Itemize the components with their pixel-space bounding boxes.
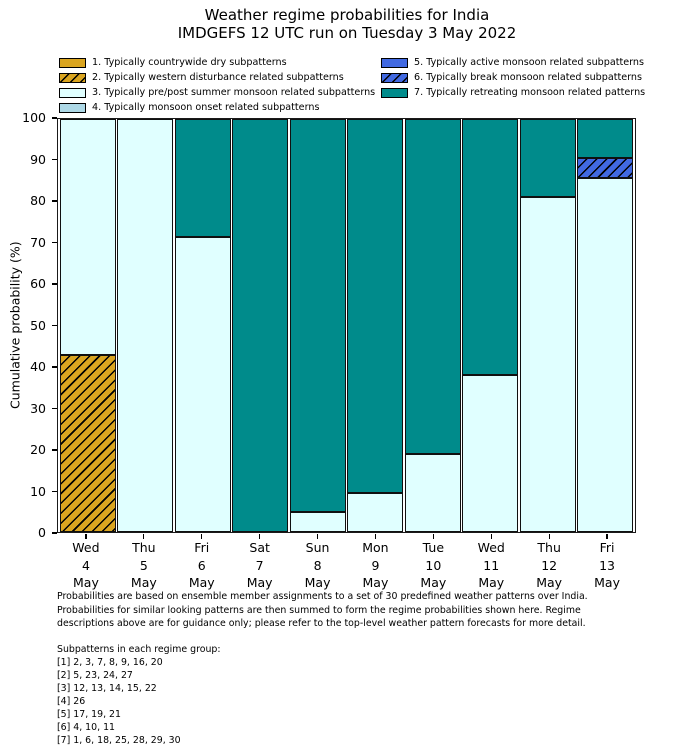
legend-swatch-regime-3 xyxy=(59,88,86,98)
x-tick-mark-10 xyxy=(433,534,434,539)
subpatterns-list xyxy=(57,643,221,747)
segment-regime-3 xyxy=(347,493,403,532)
legend-column-left xyxy=(59,55,375,115)
segment-regime-3 xyxy=(117,119,173,532)
x-tick-label-line: 6 xyxy=(197,557,206,573)
footer-line-1: Probabilities are based on ensemble member assignments to a set of 30 predefined weather patterns over India. xyxy=(57,591,588,602)
subpatterns-heading: Subpatterns in each regime group: xyxy=(57,644,221,655)
legend-label-regime-1: 1. Typically countrywide dry subpatterns xyxy=(92,57,287,68)
subpatterns-line-2: [2] 5, 23, 24, 27 xyxy=(57,670,133,681)
segment-regime-3 xyxy=(175,237,231,532)
subpatterns-line-5: [5] 17, 19, 21 xyxy=(57,709,121,720)
bar-mon-9-may xyxy=(347,119,403,532)
x-tick-label-fri-6 xyxy=(173,539,231,592)
chart-title: Weather regime probabilities for India xyxy=(204,6,490,24)
legend-swatch-regime-7 xyxy=(381,88,408,98)
x-tick-label-line: 11 xyxy=(483,557,500,573)
legend-swatch-regime-6 xyxy=(381,73,408,83)
legend-label-regime-5: 5. Typically active monsoon related subpatterns xyxy=(414,57,644,68)
segment-regime-2 xyxy=(60,355,116,532)
y-tick-mark-50 xyxy=(52,325,57,326)
bar-thu-12-may xyxy=(520,119,576,532)
y-tick-label-30: 30 xyxy=(30,400,46,416)
segment-regime-3 xyxy=(60,119,116,355)
y-tick-mark-0 xyxy=(52,532,57,533)
segment-regime-3 xyxy=(290,512,346,532)
subpatterns-line-3: [3] 12, 13, 14, 15, 22 xyxy=(57,683,157,694)
x-tick-label-line: May xyxy=(420,575,447,590)
legend-swatch-regime-5 xyxy=(381,58,408,68)
segment-regime-7 xyxy=(462,119,518,375)
x-tick-mark-12 xyxy=(549,534,550,539)
y-tick-label-70: 70 xyxy=(30,234,46,250)
x-tick-mark-8 xyxy=(317,534,318,539)
segment-regime-7 xyxy=(405,119,461,454)
x-tick-label-line: 8 xyxy=(313,557,322,573)
segment-regime-3 xyxy=(405,454,461,532)
footer-note xyxy=(57,590,588,631)
footer-line-2: Probabilities for similar looking patterns are then summed to form the regime probabilities shown here. Regime xyxy=(57,604,581,616)
x-tick-label-line: May xyxy=(594,575,620,590)
x-tick-label-line: May xyxy=(73,575,99,590)
legend-item-regime-4 xyxy=(59,100,375,115)
segment-regime-3 xyxy=(462,375,518,532)
plot-area xyxy=(57,118,636,533)
y-axis-label: Cumulative probability (%) xyxy=(7,241,23,410)
legend-column-right xyxy=(381,55,645,100)
x-tick-label-line: 5 xyxy=(139,557,148,573)
y-tick-mark-30 xyxy=(52,408,57,409)
x-tick-label-line: 9 xyxy=(371,557,380,573)
x-tick-label-line: May xyxy=(536,575,563,590)
legend-item-regime-6 xyxy=(381,70,645,85)
x-tick-label-wed-4 xyxy=(57,539,115,592)
y-tick-mark-100 xyxy=(52,117,57,118)
x-tick-label-line: Thu xyxy=(132,540,156,555)
x-tick-mark-4 xyxy=(85,534,86,539)
legend-item-regime-3 xyxy=(59,85,375,100)
x-tick-mark-13 xyxy=(606,534,607,539)
y-tick-label-90: 90 xyxy=(30,151,46,167)
x-tick-label-line: Tue xyxy=(422,540,445,555)
x-tick-label-line: 7 xyxy=(255,557,264,573)
segment-regime-7 xyxy=(577,119,633,158)
y-tick-label-0: 0 xyxy=(38,525,46,540)
x-tick-label-sat-7 xyxy=(231,539,289,592)
y-tick-mark-10 xyxy=(52,491,57,492)
x-tick-mark-9 xyxy=(375,534,376,539)
x-tick-mark-11 xyxy=(491,534,492,539)
y-tick-mark-80 xyxy=(52,200,57,201)
subpatterns-line-6: [6] 4, 10, 11 xyxy=(57,722,116,733)
x-tick-label-line: Sat xyxy=(249,540,270,555)
subpatterns-line-1: [1] 2, 3, 7, 8, 9, 16, 20 xyxy=(57,657,163,668)
legend-label-regime-4: 4. Typically monsoon onset related subpatterns xyxy=(92,102,320,113)
y-tick-mark-20 xyxy=(52,449,57,450)
y-tick-label-10: 10 xyxy=(30,483,46,499)
x-tick-mark-6 xyxy=(201,534,202,539)
subpatterns-line-4: [4] 26 xyxy=(57,696,86,707)
bar-wed-11-may xyxy=(462,119,518,532)
x-tick-label-line: May xyxy=(478,575,505,590)
x-tick-label-line: Sun xyxy=(305,540,330,555)
y-tick-label-100: 100 xyxy=(22,110,46,125)
x-tick-label-line: May xyxy=(130,575,157,590)
x-tick-label-line: 10 xyxy=(425,557,442,573)
x-tick-label-mon-9 xyxy=(346,539,404,592)
segment-regime-7 xyxy=(290,119,346,512)
x-tick-label-thu-12 xyxy=(520,539,578,592)
segment-regime-6 xyxy=(577,158,633,178)
y-tick-label-80: 80 xyxy=(30,193,46,208)
x-tick-mark-7 xyxy=(259,534,260,539)
segment-regime-3 xyxy=(577,178,633,532)
subpatterns-line-7: [7] 1, 6, 18, 25, 28, 29, 30 xyxy=(57,735,181,746)
x-tick-label-wed-11 xyxy=(462,539,520,592)
x-tick-label-thu-5 xyxy=(115,539,173,592)
x-tick-label-line: 12 xyxy=(541,557,558,573)
x-tick-label-line: Mon xyxy=(362,540,389,555)
x-tick-label-line: Fri xyxy=(599,540,615,555)
x-tick-label-line: May xyxy=(188,575,215,590)
x-tick-label-line: Thu xyxy=(537,540,561,555)
y-tick-mark-60 xyxy=(52,283,57,284)
y-tick-label-60: 60 xyxy=(30,276,46,291)
segment-regime-7 xyxy=(520,119,576,197)
legend-label-regime-3: 3. Typically pre/post summer monsoon related subpatterns xyxy=(92,87,376,98)
segment-regime-7 xyxy=(347,119,403,493)
y-tick-mark-70 xyxy=(52,242,57,243)
x-tick-label-tue-10 xyxy=(404,539,462,592)
legend-label-regime-6: 6. Typically break monsoon related subpatterns xyxy=(414,72,642,83)
footer-line-3: descriptions above are for guidance only; please refer to the top-level weather pattern forecasts for more detail. xyxy=(57,618,586,629)
legend-swatch-regime-2 xyxy=(59,73,86,83)
legend-label-regime-7: 7. Typically retreating monsoon related patterns xyxy=(414,87,646,98)
y-tick-label-20: 20 xyxy=(30,442,46,457)
segment-regime-3 xyxy=(520,197,576,532)
y-tick-label-50: 50 xyxy=(30,317,46,333)
y-tick-mark-40 xyxy=(52,366,57,367)
y-tick-label-40: 40 xyxy=(30,359,46,374)
y-tick-mark-90 xyxy=(52,159,57,160)
bar-fri-6-may xyxy=(175,119,231,532)
legend-label-regime-2: 2. Typically western disturbance related subpatterns xyxy=(92,72,344,83)
chart-subtitle: IMDGEFS 12 UTC run on Tuesday 3 May 2022 xyxy=(177,24,517,42)
x-tick-label-line: Wed xyxy=(477,540,505,555)
bars-container xyxy=(58,119,635,532)
bar-wed-4-may xyxy=(60,119,116,532)
segment-regime-7 xyxy=(175,119,231,237)
segment-regime-7 xyxy=(232,119,288,532)
x-tick-label-sun-8 xyxy=(289,539,347,592)
x-tick-label-line: Fri xyxy=(194,540,210,555)
legend-item-regime-2 xyxy=(59,70,375,85)
x-tick-mark-5 xyxy=(143,534,144,539)
x-tick-label-line: May xyxy=(362,575,389,590)
x-tick-label-line: 4 xyxy=(81,557,90,573)
bar-fri-13-may xyxy=(577,119,633,532)
legend-item-regime-1 xyxy=(59,55,375,70)
legend-item-regime-7 xyxy=(381,85,645,100)
bar-tue-10-may xyxy=(405,119,461,532)
legend-item-regime-5 xyxy=(381,55,645,70)
bar-sun-8-may xyxy=(290,119,346,532)
x-tick-label-line: Wed xyxy=(72,540,100,555)
bar-sat-7-may xyxy=(232,119,288,532)
legend-swatch-regime-4 xyxy=(59,103,86,113)
x-tick-label-line: 13 xyxy=(599,557,615,573)
x-tick-label-line: May xyxy=(246,575,273,590)
legend-swatch-regime-1 xyxy=(59,58,86,68)
bar-thu-5-may xyxy=(117,119,173,532)
x-tick-label-line: May xyxy=(304,575,331,590)
x-tick-label-fri-13 xyxy=(578,539,636,592)
